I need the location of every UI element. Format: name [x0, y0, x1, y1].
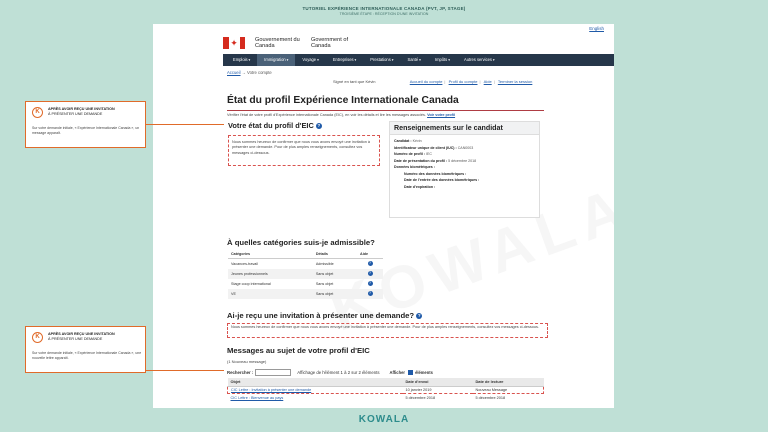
account-help-link[interactable]: Aide: [483, 79, 492, 84]
categories-heading: À quelles catégories suis-je admissible?: [227, 238, 375, 247]
callout-body: Sur votre demande initiale, « Expérience Internationale Canada », une nouvelle lettre apparaît.: [32, 351, 142, 361]
help-icon[interactable]: ?: [317, 123, 321, 129]
annotation-callout-1: [25, 101, 146, 148]
view-profile-link[interactable]: Voir votre profil: [427, 113, 456, 117]
account-profile-link[interactable]: Profil du compte: [448, 79, 478, 84]
table-row: Stage coop international Sans objet ?: [231, 281, 372, 286]
invitation-heading: Ai-je reçu une invitation à présenter une demande? ?: [227, 311, 421, 320]
column-header-subject[interactable]: Objet: [228, 378, 403, 386]
invitation-message: Nous sommes heureux de confirmer que nous vous avons envoyé une invitation à présenter une demande. Pour de plus amples renseignements, consultez vos messages ci-dessous.: [227, 323, 548, 338]
candidate-info-panel: [389, 121, 540, 218]
nav-item-entreprises[interactable]: Entreprises ▾: [326, 54, 363, 66]
kowala-logo-icon: K: [32, 107, 43, 118]
account-home-link[interactable]: Accueil du compte: [409, 79, 443, 84]
help-icon[interactable]: ?: [369, 281, 372, 285]
candidate-subrow: Date d'expiration :: [404, 184, 436, 189]
status-heading: Votre état du profil d'EIC ?: [228, 121, 321, 130]
search-label: Rechercher :: [227, 370, 254, 375]
annotation-callout-2: [25, 326, 146, 373]
column-header-sent[interactable]: Date d'envoi: [403, 378, 473, 386]
logout-link[interactable]: Terminer la session: [497, 79, 533, 84]
candidate-subrow: Date de l'entrée des données biométriques :: [404, 178, 480, 182]
profile-status-section: [228, 121, 380, 183]
messages-heading: Messages au sujet de votre profil d'EIC: [227, 346, 370, 355]
callout-title: APRÈS AVOIR REÇU UNE INVITATION À PRÉSENTER UNE DEMANDE: [48, 332, 115, 341]
nav-item-emplois[interactable]: Emplois ▾: [226, 54, 257, 66]
breadcrumb: [227, 70, 272, 75]
main-nav: [223, 54, 614, 66]
kowala-logo-icon: K: [32, 332, 43, 343]
new-message-count: (1 Nouveau message): [227, 359, 267, 364]
column-header: Détails: [313, 250, 357, 259]
showing-count: Affichage de l'élément 1 à 2 sur 2 éléments: [297, 370, 380, 375]
table-row: Vacances-travail Admissible ?: [231, 261, 372, 266]
status-message: Nous sommes heureux de confirmer que nous vous avons envoyé une invitation à présenter une demande. Pour de plus amples renseignements, consultez vos messages ci-dessous.: [228, 135, 380, 166]
title-divider: [227, 110, 544, 111]
intro-text: [227, 113, 455, 117]
page-title: État du profil Expérience Internationale Canada: [227, 95, 459, 106]
candidate-subrow: Numéro des données biométriques :: [404, 171, 467, 176]
account-bar: Signé en tant que Kévin Accueil du compte | Profil du compte | Aide | Terminer la session: [333, 79, 533, 84]
help-icon[interactable]: ?: [369, 271, 372, 275]
nav-item-prestations[interactable]: Prestations ▾: [363, 54, 400, 66]
table-row: CIC Lettre : Bienvenue au pays 5 décembre 2018 5 décembre 2018: [228, 394, 544, 402]
column-header-read[interactable]: Date de lecture: [473, 378, 544, 386]
signed-in-label: Signé en tant que Kévin: [333, 79, 376, 84]
column-header: Aide: [357, 250, 383, 259]
messages-table: [227, 378, 544, 401]
table-row: Jeunes professionnels Sans objet ?: [228, 269, 383, 279]
callout-body: Sur votre demande initiale, « Expérience Internationale Canada », un message apparaît.: [32, 126, 140, 136]
callout-title: APRÈS AVOIR REÇU UNE INVITATION À PRÉSENTER UNE DEMANDE: [48, 107, 115, 116]
help-icon[interactable]: ?: [369, 261, 372, 266]
candidate-row: Date de présentation du profil : 5 décembre 2018: [394, 158, 477, 163]
language-toggle-link[interactable]: English: [589, 26, 604, 31]
nav-item-impots[interactable]: Impôts ▾: [428, 54, 457, 66]
categories-table: [228, 250, 383, 299]
table-row: VE Sans objet ?: [228, 289, 383, 299]
candidate-row: Données biométriques :: [394, 165, 435, 169]
nav-item-voyage[interactable]: Voyage ▾: [295, 54, 325, 66]
candidate-row: Identificateur unique de client (IUC) : CAN0003: [394, 145, 474, 150]
intro-description: Vérifier l'état de votre profil d'Expérience internationale Canada (EIC), en voir les détails et lire les messages associés.: [227, 113, 426, 117]
nav-item-sante[interactable]: Santé ▾: [401, 54, 428, 66]
message-subject-link[interactable]: CIC Lettre : Invitation à présenter une demande: [228, 386, 403, 394]
browser-page: [153, 24, 614, 408]
callout-connector: [146, 124, 224, 125]
canada-flag-icon: ✦: [223, 37, 245, 49]
brand-logo: KOWALA: [358, 414, 410, 425]
breadcrumb-home-link[interactable]: Accueil: [227, 70, 241, 75]
breadcrumb-current: Votre compte: [247, 70, 272, 75]
help-icon[interactable]: ?: [369, 291, 372, 295]
column-header: Catégories: [228, 250, 313, 259]
page-size-select[interactable]: [408, 370, 413, 375]
messages-toolbar: [227, 369, 433, 376]
gov-name-fr[interactable]: Gouvernement du Canada: [255, 36, 300, 49]
search-input[interactable]: [255, 369, 291, 376]
table-row: CIC Lettre : Invitation à présenter une demande 10 janvier 2019 Nouveau Message: [228, 386, 544, 394]
nav-item-immigration[interactable]: Immigration ▾: [257, 54, 295, 66]
candidate-row: Numéro de profil : IEC: [394, 152, 432, 156]
show-label: Afficher: [389, 369, 405, 375]
government-header: [223, 35, 361, 51]
gov-name-en[interactable]: Government of Canada: [311, 36, 348, 49]
banner: [0, 6, 768, 16]
nav-item-autres-services[interactable]: Autres services ▾: [457, 54, 502, 66]
help-icon[interactable]: ?: [417, 312, 421, 318]
candidate-row: Candidat : Kévin: [394, 139, 422, 143]
breadcrumb-separator: →: [241, 70, 246, 75]
candidate-info-heading: Renseignements sur le candidat: [390, 122, 539, 135]
banner-subtitle: TROISIÈME ÉTAPE : RÉCEPTION D'UNE INVITATION: [339, 11, 429, 16]
callout-connector: [146, 370, 224, 371]
banner-title: TUTORIEL EXPÉRIENCE INTERNATIONALE CANADA (PVT, JP, STAGE): [302, 6, 466, 11]
page-size-suffix: éléments: [415, 369, 433, 375]
message-subject-link[interactable]: CIC Lettre : Bienvenue au pays: [230, 395, 284, 400]
